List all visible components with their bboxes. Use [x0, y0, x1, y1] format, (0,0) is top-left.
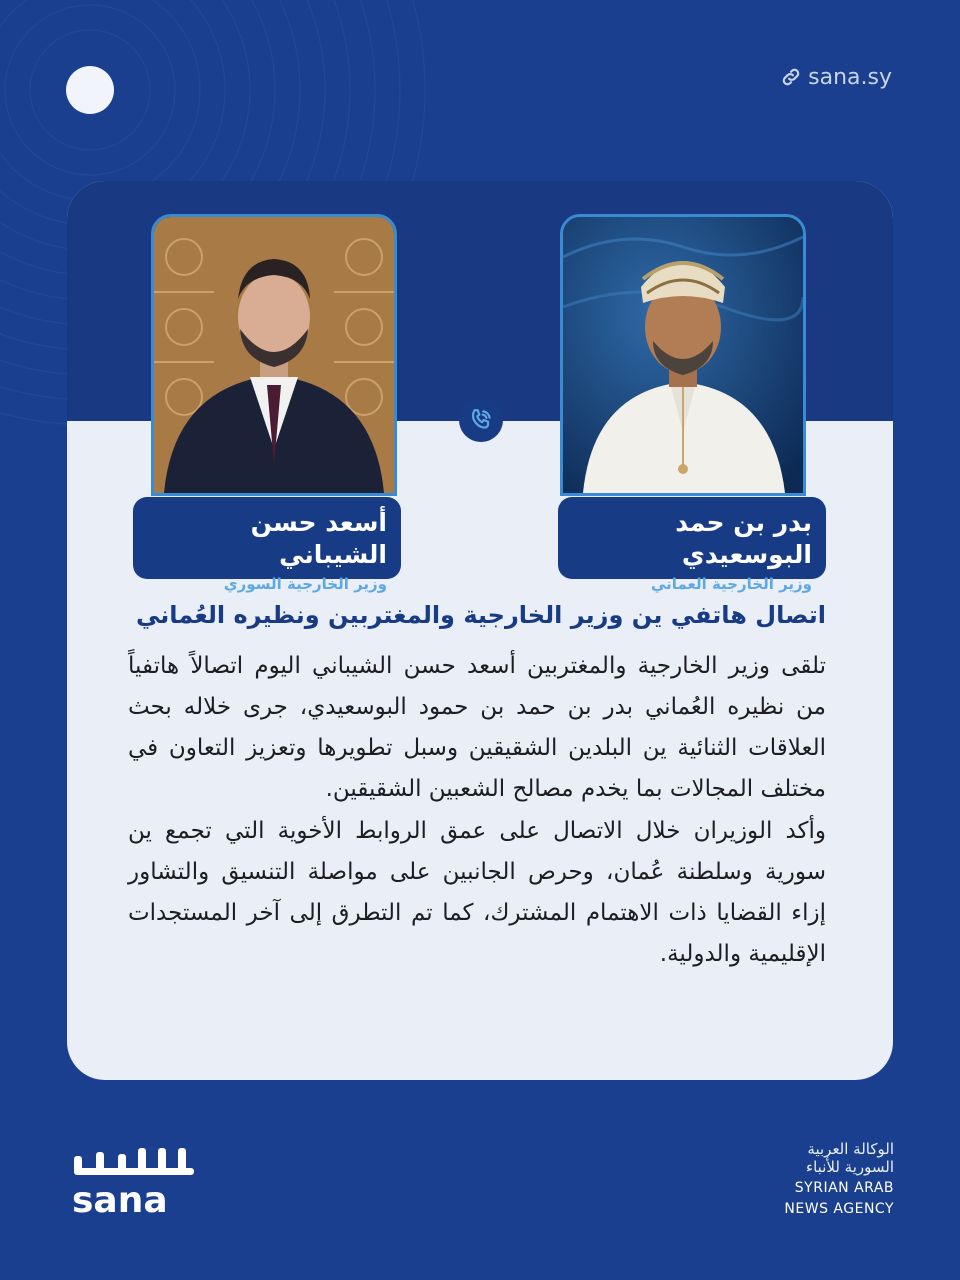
name-box-omani-minister — [558, 497, 826, 593]
phone-call-icon — [459, 398, 503, 442]
agency-name-block — [694, 1140, 894, 1218]
agency-name-english-2: NEWS AGENCY — [784, 1201, 894, 1217]
decorative-dot — [66, 66, 114, 114]
portrait-syrian-minister — [151, 214, 397, 496]
site-url: sana.sy — [808, 64, 892, 90]
minister-name: أسعد حسن الشيباني — [250, 508, 387, 569]
minister-name: بدر بن حمد البوسعيدي — [675, 508, 812, 569]
article-headline: اتصال هاتفي ين وزير الخارجية والمغتربين ونظيره العُماني — [135, 601, 826, 629]
logo-latin-text: sana — [72, 1180, 168, 1221]
minister-role: وزير الخارجية السوري — [223, 575, 387, 593]
minister-role: وزير الخارجية العماني — [651, 575, 812, 593]
name-box-syrian-minister — [133, 497, 401, 593]
news-card — [67, 181, 893, 1080]
agency-name-english-1: SYRIAN ARAB — [794, 1180, 894, 1196]
agency-name-arabic-1: الوكالة العربية — [807, 1140, 894, 1158]
site-link[interactable] — [780, 62, 892, 92]
article-paragraph-1: تلقى وزير الخارجية والمغتربين أسعد حسن الشيباني اليوم اتصالاً هاتفياً من نظيره العُماني بدر بن حمد بن حمود البوسعيدي، جرى خلاله بحث العلاقات الثنائية ين البلدين الشقيقين وسبل تطويرها وتعزيز التعاون في مختلف المجالات بما يخدم مصالح الشعبين الشقيقين. — [128, 653, 826, 802]
agency-name-arabic-2: السورية للأنباء — [806, 1158, 894, 1176]
article-paragraph-2: وأكد الوزيران خلال الاتصال على عمق الروابط الأخوية التي تجمع ين سورية وسلطنة عُمان، وحرص الجانبين على مواصلة التنسيق والتشاور إزاء القضايا ذات الاهتمام المشترك، كما تم التطرق إلى آخر المستجدات الإقليمية والدولية. — [128, 818, 826, 967]
sana-logo — [66, 1142, 206, 1222]
portrait-omani-minister — [560, 214, 806, 496]
link-icon — [780, 66, 802, 88]
